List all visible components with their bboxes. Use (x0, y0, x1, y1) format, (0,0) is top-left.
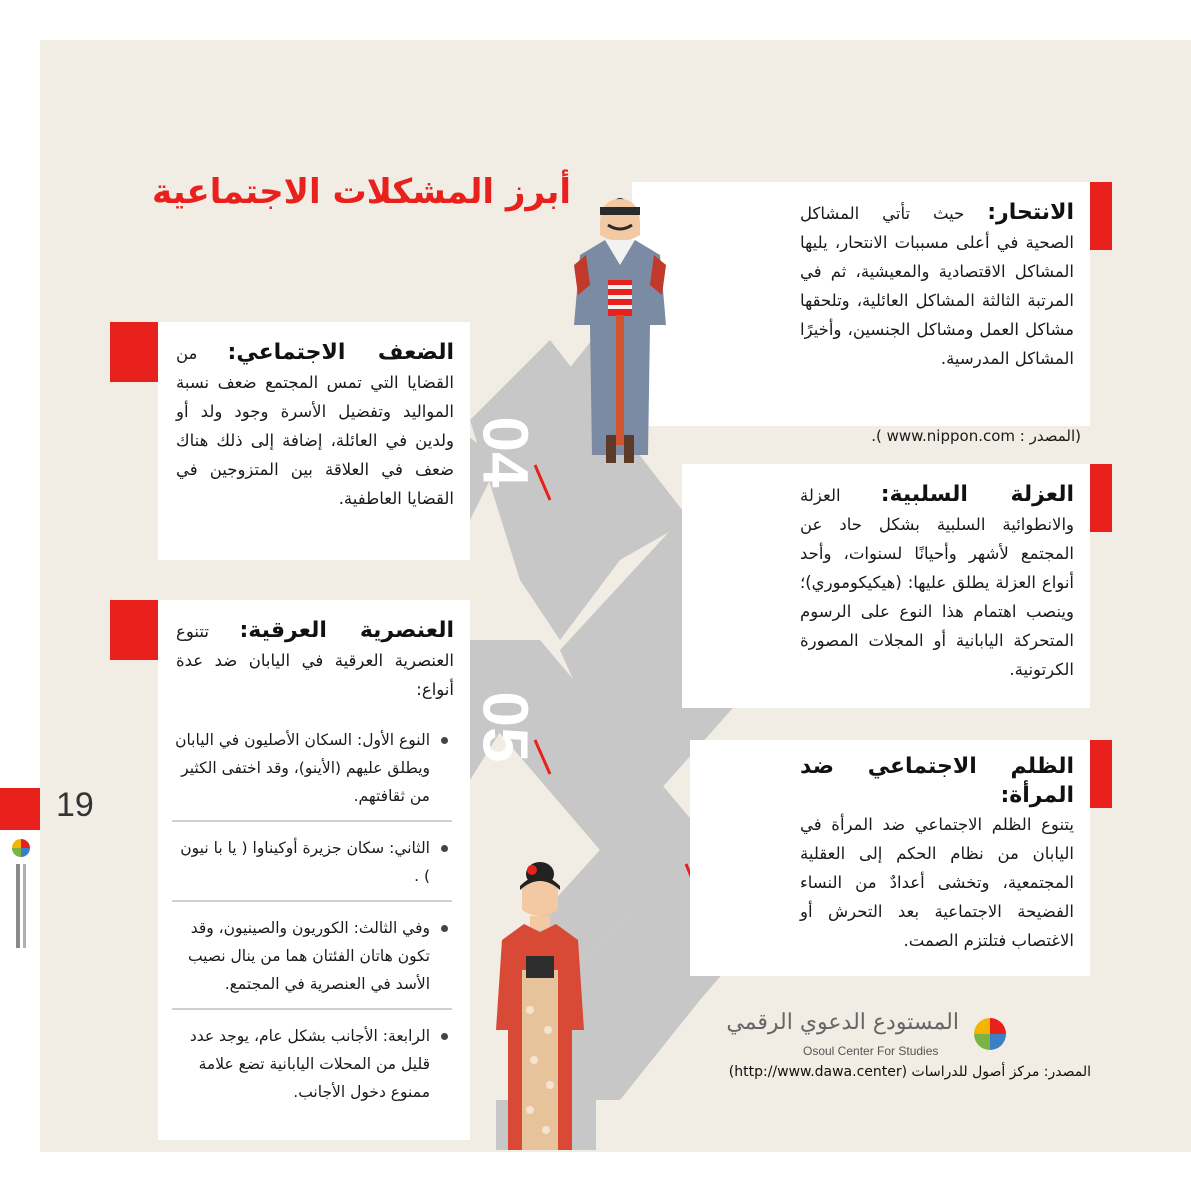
tab-suicide (1090, 182, 1112, 250)
suicide-heading: الانتحار: (987, 200, 1074, 225)
racism-heading: العنصرية العرقية: (239, 618, 454, 643)
logo-english-text: Osoul Center For Studies (803, 1044, 939, 1058)
isolation-text (800, 480, 1074, 684)
logo-arabic-text: المستودع الدعوي الرقمي (726, 1010, 959, 1035)
tab-women (1090, 740, 1112, 808)
page-title: أبرز المشكلات الاجتماعية (151, 172, 571, 212)
isolation-body: العزلة والانطوائية السلبية بشكل حاد عن المجتمع لأشهر وأحيانًا لسنوات، وأحد أنواع العزلة يطلق عليها: (هيكيكوموري)؛ وينصب اهتمام هذا النوع على الرسوم المتحركة اليابانية أو المجلات المصورة الكرتونية. (800, 486, 1074, 679)
list-item: الرابعة: الأجانب بشكل عام، يوجد عدد قليل من المحلات اليابانية تضع علامة ممنوع دخول الأجانب. (172, 1022, 452, 1116)
list-item: الثاني: سكان جزيرة أوكيناوا ( يا با نيون ) . (172, 834, 452, 902)
tab-racism (110, 600, 158, 660)
list-item: وفي الثالث: الكوريون والصينيون، وقد تكون هاتان الفئتان هما من ينال نصيب الأسد في العنصرية في المجتمع. (172, 914, 452, 1010)
tab-weakness (110, 322, 158, 382)
page-number: 19 (56, 786, 94, 824)
suicide-text (800, 198, 1074, 373)
samurai-figure (560, 185, 680, 465)
tab-isolation (1090, 464, 1112, 532)
racism-intro-text: تتنوع العنصرية العرقية في اليابان ضد عدة أنواع: (176, 622, 454, 699)
side-logo-icon (6, 836, 36, 956)
step-number-05: 05 (469, 691, 542, 763)
geisha-figure (480, 860, 600, 1160)
racism-list (172, 726, 452, 1128)
weakness-heading: الضعف الاجتماعي: (227, 340, 454, 365)
page-number-tab (0, 788, 40, 830)
list-item: النوع الأول: السكان الأصليون في اليابان ويطلق عليهم (الأينو)، وقد اختفى الكثير من ثقافتهم. (172, 726, 452, 822)
weakness-text (176, 338, 454, 513)
women-heading: الظلم الاجتماعي ضد المرأة: (800, 754, 1074, 808)
step-number-04: 04 (469, 416, 542, 488)
women-body: يتنوع الظلم الاجتماعي ضد المرأة في اليابان من نظام الحكم إلى العقلية المجتمعية، وتخشى أعدادٌ من النساء الفضيحة الاجتماعية بعد التحرش أو الاغتصاب فتلتزم الصمت. (800, 815, 1074, 950)
footer-source: المصدر: مركز أصول للدراسات (http://www.dawa.center) (728, 1064, 1091, 1080)
suicide-body: حيث تأتي المشاكل الصحية في أعلى مسببات الانتحار، يليها المشاكل الاقتصادية والمعيشية، ثم في المرتبة الثالثة المشاكل العائلية، وتلحقها مشاكل العمل ومشاكل الجنسين، وأخيرًا المشاكل المدرسية. (800, 204, 1074, 368)
weakness-body: من القضايا التي تمس المجتمع ضعف نسبة المواليد وتفضيل الأسرة وجود ولد أو ولدين في العائلة، إضافة إلى ذلك هناك ضعف في العلاقة بين المتزوجين في القضايا العاطفية. (176, 344, 454, 508)
women-text (800, 752, 1074, 955)
racism-intro (176, 616, 454, 704)
suicide-source: (المصدر : www.nippon.com ). (871, 427, 1081, 445)
isolation-heading: العزلة السلبية: (880, 482, 1075, 507)
